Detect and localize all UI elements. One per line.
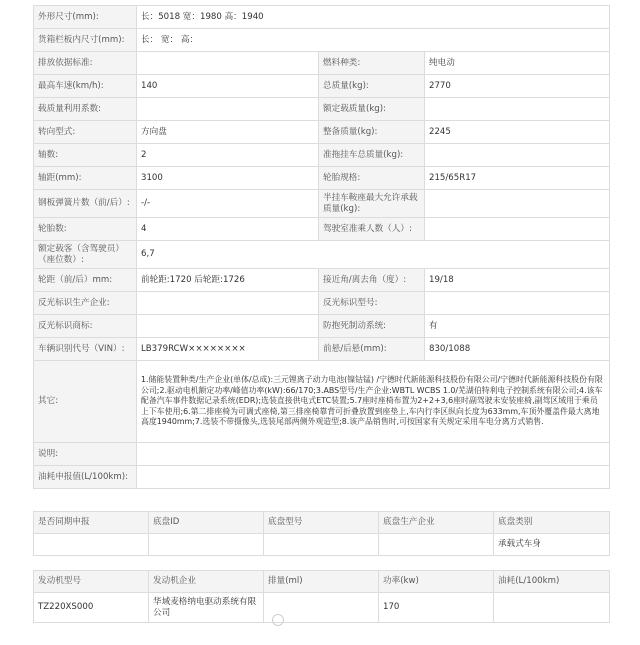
chassis-cell: 承载式车身	[494, 534, 610, 556]
chassis-cell	[34, 534, 149, 556]
spec-label: 反光标识生产企业:	[34, 292, 137, 315]
engine-header-cell: 排量(ml)	[264, 571, 379, 593]
spec-value: 前轮距:1720 后轮距:1726	[137, 269, 319, 292]
spec-value	[425, 292, 610, 315]
spec-value: 2770	[425, 75, 610, 98]
spec-value	[137, 466, 610, 489]
spec-label: 反光标识商标:	[34, 315, 137, 338]
spec-row	[34, 98, 610, 121]
weibo-icon	[272, 614, 284, 626]
spec-value	[425, 190, 610, 218]
chassis-cell	[149, 534, 264, 556]
chassis-header-cell: 底盘生产企业	[379, 512, 494, 534]
spec-label: 说明:	[34, 443, 137, 466]
spec-value: 2	[137, 144, 319, 167]
engine-cell: 华域麦格纳电驱动系统有限公司	[149, 593, 264, 623]
announcement-document	[33, 5, 609, 623]
chassis-header-cell: 底盘ID	[149, 512, 264, 534]
engine-header-row	[34, 571, 610, 593]
spec-value: 215/65R17	[425, 167, 610, 190]
spec-value: 19/18	[425, 269, 610, 292]
spec-row	[34, 315, 610, 338]
chassis-header-cell: 底盘类别	[494, 512, 610, 534]
spec-value: 830/1088	[425, 338, 610, 361]
spec-label: 前悬/后悬(mm):	[319, 338, 425, 361]
spec-value: 4	[137, 218, 319, 241]
spec-row	[34, 338, 610, 361]
spec-row	[34, 75, 610, 98]
spec-label: 轮胎数:	[34, 218, 137, 241]
engine-cell	[494, 593, 610, 623]
note-row	[34, 443, 610, 466]
spec-label: 钢板弹簧片数（前/后）:	[34, 190, 137, 218]
spec-row	[34, 292, 610, 315]
spec-label: 接近角/离去角（度）:	[319, 269, 425, 292]
spec-value: 有	[425, 315, 610, 338]
chassis-header-row	[34, 512, 610, 534]
chassis-cell	[264, 534, 379, 556]
chassis-header-cell: 是否同期申报	[34, 512, 149, 534]
spec-value: 1.储能装置种类/生产企业(单体/总成):三元锂离子动力电池(镍钴锰) /宁德时代新能源科技股份有限公司/宁德时代新能源科技股份有限公司;2.驱动电机额定功率/峰值功率(kW):66/170;3.ABS型号/生产企业:WBTL WCBS 1.0/芜湖伯特利电子控制系统有限公司;4.该车配备汽车事件数据记录系统(EDR);选装直接供电式ETC装置;5.7座时座椅布置为2+2+3,6座时副驾驶未安装座椅,副驾区域用于乘员上下车使用;6.第二排座椅为可调式座椅,第三排座椅靠背可折叠放置到座垫上,车内行李区纵向长度为633mm,车顶外覆盖件最大离地高度1940mm;7.选装不带摄像头,选装尾部两侧外观造型;8.该产品销售时,可按国家有关规定采用车电分离方式销售.	[137, 361, 610, 443]
spec-value	[137, 292, 319, 315]
fuel-row	[34, 466, 610, 489]
chassis-data-row	[34, 534, 610, 556]
spec-label: 反光标识型号:	[319, 292, 425, 315]
spec-label: 最高车速(km/h):	[34, 75, 137, 98]
spec-label: 车辆识别代号（VIN）:	[34, 338, 137, 361]
spec-value	[137, 98, 319, 121]
spec-label: 驾驶室准乘人数（人）:	[319, 218, 425, 241]
spec-label: 额定载客（含驾驶员）（座位数）:	[34, 241, 137, 269]
other-row	[34, 361, 610, 443]
chassis-header-cell: 底盘型号	[264, 512, 379, 534]
engine-cell: TZ220XS000	[34, 593, 149, 623]
spec-value	[137, 52, 319, 75]
spec-value	[425, 144, 610, 167]
spec-value: 纯电动	[425, 52, 610, 75]
spec-label: 转向型式:	[34, 121, 137, 144]
spec-label: 排放依据标准:	[34, 52, 137, 75]
spec-label: 额定载质量(kg):	[319, 98, 425, 121]
spec-label: 总质量(kg):	[319, 75, 425, 98]
watermark	[272, 614, 364, 628]
spec-row	[34, 167, 610, 190]
spec-value: 方向盘	[137, 121, 319, 144]
spec-label: 准拖挂车总质量(kg):	[319, 144, 425, 167]
spec-label: 防抱死制动系统:	[319, 315, 425, 338]
spec-value: LB379RCW××××××××	[137, 338, 319, 361]
engine-header-cell: 功率(kw)	[379, 571, 494, 593]
spec-label: 油耗申报值(L/100km):	[34, 466, 137, 489]
spec-label: 燃料种类:	[319, 52, 425, 75]
spec-value	[137, 443, 610, 466]
spec-label: 轴数:	[34, 144, 137, 167]
spec-value: -/-	[137, 190, 319, 218]
spec-row	[34, 218, 610, 241]
spec-label: 轴距(mm):	[34, 167, 137, 190]
spec-value: 2245	[425, 121, 610, 144]
spec-label: 货箱栏板内尺寸(mm):	[34, 29, 137, 52]
spec-label: 载质量利用系数:	[34, 98, 137, 121]
spec-value: 长：5018 宽：1980 高：1940	[137, 6, 610, 29]
spec-row	[34, 52, 610, 75]
spec-label: 整备质量(kg):	[319, 121, 425, 144]
spec-row	[34, 121, 610, 144]
spec-row	[34, 190, 610, 218]
spec-row	[34, 144, 610, 167]
spec-label: 外形尺寸(mm):	[34, 6, 137, 29]
spec-value	[137, 315, 319, 338]
spec-value: 6,7	[137, 241, 610, 269]
spec-value	[425, 98, 610, 121]
spec-value: 140	[137, 75, 319, 98]
engine-cell: 170	[379, 593, 494, 623]
spec-label: 轮胎规格:	[319, 167, 425, 190]
spec-row	[34, 241, 610, 269]
spec-value: 长： 宽： 高：	[137, 29, 610, 52]
engine-header-cell: 发动机型号	[34, 571, 149, 593]
engine-header-cell: 发动机企业	[149, 571, 264, 593]
spec-value: 3100	[137, 167, 319, 190]
spec-value	[425, 218, 610, 241]
spec-label: 其它:	[34, 361, 137, 443]
vehicle-spec-table	[33, 5, 610, 489]
chassis-table	[33, 511, 610, 556]
spec-row	[34, 29, 610, 52]
chassis-cell	[379, 534, 494, 556]
spec-label: 轮距（前/后）mm:	[34, 269, 137, 292]
engine-header-cell: 油耗(L/100km)	[494, 571, 610, 593]
spec-label: 半挂车鞍座最大允许承载质量(kg):	[319, 190, 425, 218]
spec-row	[34, 6, 610, 29]
spec-row	[34, 269, 610, 292]
